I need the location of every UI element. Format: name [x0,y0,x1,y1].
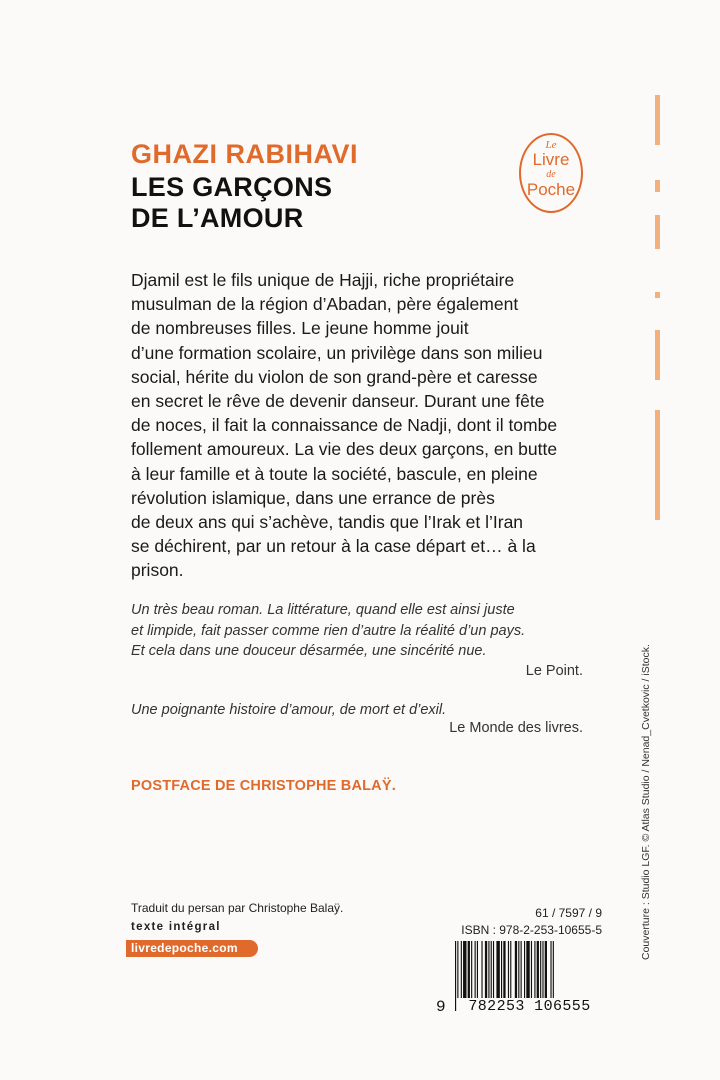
barcode-digits: 782253 106555 [457,998,602,1015]
catalog-code: 61 / 7597 / 9 [535,906,602,920]
edge-mark [655,330,660,380]
quote-line: Un très beau roman. La littérature, quand elle est ainsi juste [131,602,515,618]
quote-line: Et cela dans une douceur désarmée, une sincérité nue. [131,643,487,659]
website-label: livredepoche.com [131,941,238,955]
integral-text-label: texte intégral [131,921,221,933]
summary-line: de deux ans qui s’achève, tandis que l’Irak et l’Iran [131,512,524,533]
summary-line: musulman de la région d’Abadan, père également [131,294,519,315]
quote-source-2: Le Monde des livres. [449,720,583,736]
summary-line: social, hérite du violon de son grand-père et caresse [131,366,538,387]
postface-credit: POSTFACE DE CHRISTOPHE BALAŸ. [131,778,396,794]
edge-mark [655,410,660,520]
book-title-line-2: DE L’AMOUR [131,203,304,233]
edge-mark [655,95,660,145]
website-badge [126,940,258,957]
quote-line: et limpide, fait passer comme rien d’autre la réalité d’un pays. [131,622,526,639]
author-name: GHAZI RABIHAVI [131,139,358,169]
summary-line: se déchirent, par un retour à la case départ et… à la [131,536,536,557]
summary-line: d’une formation scolaire, un privilège dans son milieu [131,342,543,363]
summary-line: à leur famille et à toute la société, bascule, en pleine [131,463,538,484]
book-summary [131,268,601,583]
book-title-line-1: LES GARÇONS [131,172,333,202]
summary-line: en secret le rêve de devenir danseur. Durant une fête [131,391,545,412]
isbn-label: ISBN : 978-2-253-10655-5 [461,923,602,937]
summary-line: follement amoureux. La vie des deux garçons, en butte [131,439,558,460]
summary-line: de nombreuses filles. Le jeune homme jouit [131,318,469,339]
cover-credit: Couverture : Studio LGF. © Atlas Studio / Nenad_Cvetkovic / iStock. [640,644,652,960]
edge-mark [655,215,660,249]
edge-mark [655,292,660,298]
press-quote-2 [131,700,583,721]
press-quote-1 [131,600,583,662]
summary-line: révolution islamique, dans une errance de près [131,487,495,508]
quote-line: Une poignante histoire d’amour, de mort et d’exil. [131,702,447,718]
summary-line: prison. [131,560,184,581]
summary-line: Djamil est le fils unique de Hajji, riche propriétaire [131,270,515,290]
summary-line: de noces, il fait la connaissance de Nadji, dont il tombe [131,415,558,436]
publisher-logo: Le Livre de Poche [519,133,583,213]
quote-source-1: Le Point. [525,663,583,679]
edge-mark [655,180,660,192]
translator-credit: Traduit du persan par Christophe Balaÿ. [131,901,344,915]
barcode-lead-digit: 9 [436,998,446,1016]
